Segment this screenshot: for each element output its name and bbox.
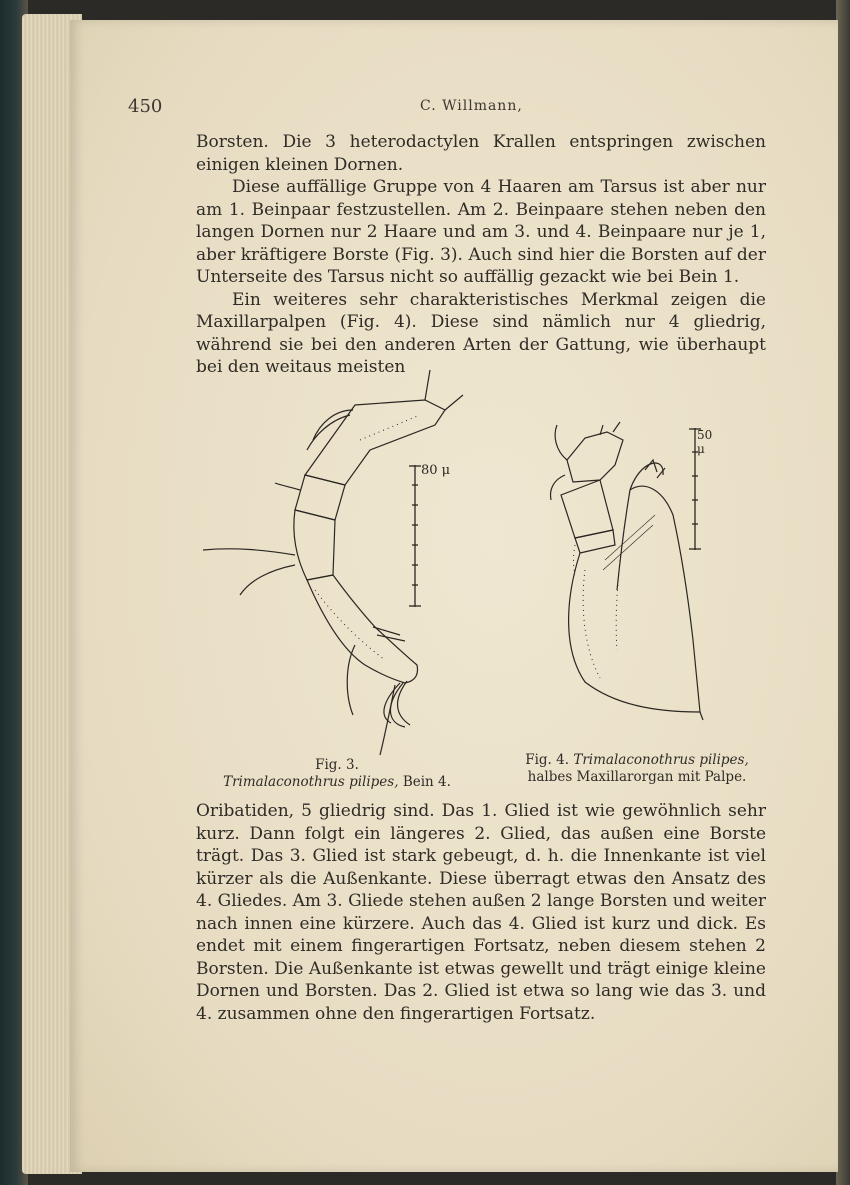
running-head: C. Willmann, [420,98,523,114]
paragraph: Ein weiteres sehr charakteristisches Merkmal zeigen die Maxillarpalpen (Fig. 4). Diese sind nämlich nur 4 gliedrig, während sie bei den anderen Arten der Gattung, wie überhaupt bei den weitaus meisten [196,289,766,377]
scale-label-80: 80 μ [421,463,451,478]
page-header [128,96,728,120]
figure-3-description: Bein 4. [402,774,451,790]
page-number: 450 [128,96,163,117]
figure-3-species: Trimalaconothrus pilipes, [223,774,399,790]
scale-bar-80 [405,465,425,610]
figure-3-label: Fig. 3. [315,757,359,773]
figure-4-species: Trimalaconothrus pilipes, [573,752,749,768]
figure-4-maxillary-drawing [545,420,720,725]
figure-4-description: halbes Maxillarorgan mit Palpe. [527,769,747,785]
scale-label-50: 50 μ [697,428,713,456]
figure-3-leg-drawing [195,365,485,760]
figure-3-caption [222,757,452,791]
paragraph: Diese auffällige Gruppe von 4 Haaren am Tarsus ist aber nur am 1. Beinpaar festzustellen. Am 2. Beinpaare stehen neben den langen Dornen nur 2 Haare und am 3. und 4. Beinpaare nur je 1, aber kräftigere Borste (Fig. 3). Auch sind hier die Borsten auf der Unterseite des Tarsus nicht so auffällig gezackt wie bei Bein 1. [196,177,766,287]
paragraph: Oribatiden, 5 gliedrig sind. Das 1. Glied ist wie gewöhnlich sehr kurz. Dann folgt ein längeres 2. Glied, das außen eine Borste trägt. Das 3. Glied ist stark gebeugt, d. h. die Innenkante ist viel kürzer als die Außenkante. Diese überragt etwas den Ansatz des 4. Gliedes. Am 3. Gliede stehen außen 2 lange Borsten und weiter nach innen eine kürzere. Auch das 4. Glied ist kurz und dick. Es endet mit einem fingerartigen Fortsatz, neben diesem stehen 2 Borsten. Die Außenkante ist etwas gewellt und trägt einige kleine Dornen und Borsten. Das 2. Glied ist etwa so lang wie das 3. und 4. zusammen ohne den fingerartigen Fortsatz. [196,801,766,1024]
figure-4-caption [512,752,762,786]
body-text-top [196,131,766,379]
figure-4-label: Fig. 4. [525,752,570,768]
paragraph: Borsten. Die 3 heterodactylen Krallen entspringen zwischen einigen kleinen Dornen. [196,132,766,175]
book-cover-right [836,0,850,1185]
body-text-bottom [196,800,766,1025]
